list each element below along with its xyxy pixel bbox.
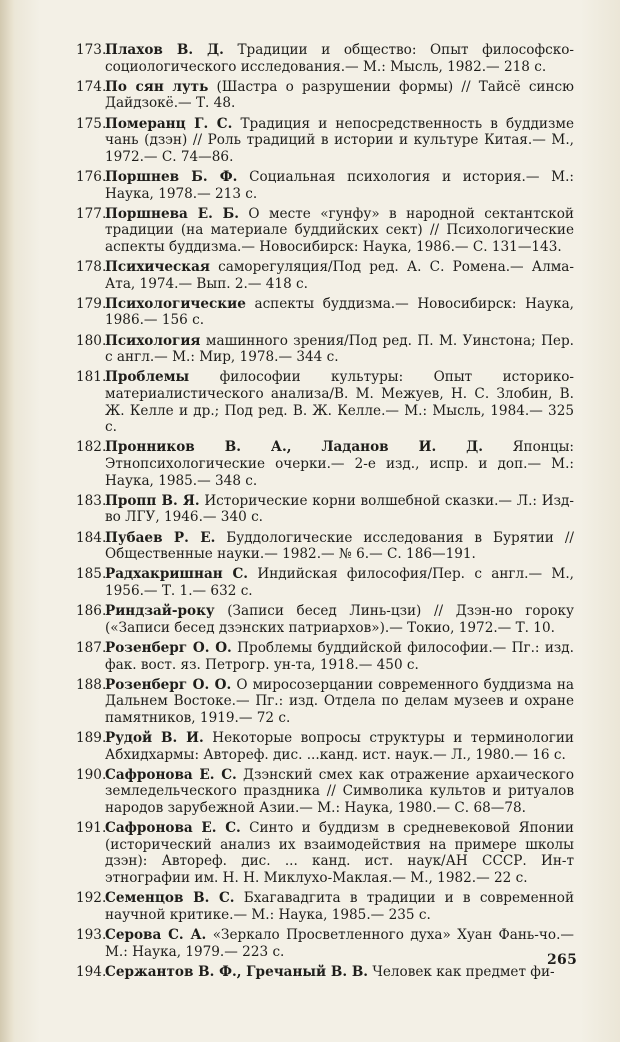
entry-author: Розенберг О. О. bbox=[105, 639, 232, 656]
entry-number: 176. bbox=[76, 168, 107, 185]
entry-author: Психологические bbox=[105, 295, 246, 312]
entry-number: 182. bbox=[76, 439, 107, 456]
entry-text: машинного зрения/Под ред. П. М. Уинстона; Пер. с англ.— М.: Мир, 1978.— 344 с. bbox=[105, 332, 574, 366]
entry-author: Сержантов В. Ф., Гречаный В. В. bbox=[105, 963, 369, 980]
entry-author: Поршнева Е. Б. bbox=[105, 205, 239, 222]
entry-author: Риндзай-року bbox=[105, 603, 215, 620]
entry-number: 174. bbox=[76, 78, 107, 95]
entry-number: 179. bbox=[76, 295, 107, 312]
entry-text: Традиция и непосредственность в буддизме чань (дзэн) // Роль традиций в истории и культуре Китая.— М., 1972.— С. 74—86. bbox=[105, 115, 574, 165]
entry-author: Психология bbox=[105, 332, 201, 349]
bibliography-entry-177 bbox=[76, 206, 574, 256]
entry-number: 173. bbox=[76, 42, 107, 58]
page-spine-shadow bbox=[0, 0, 14, 1042]
bibliography-entry-186 bbox=[76, 603, 574, 636]
entry-number: 190. bbox=[76, 766, 107, 783]
bibliography-entry-178 bbox=[76, 259, 574, 292]
bibliography-list bbox=[76, 42, 574, 984]
bibliography-entry-188 bbox=[76, 677, 574, 727]
bibliography-entry-192 bbox=[76, 890, 574, 923]
entry-author: Плахов В. Д. bbox=[105, 42, 224, 58]
entry-number: 187. bbox=[76, 639, 107, 656]
bibliography-entry-191 bbox=[76, 820, 574, 886]
bibliography-entry-181 bbox=[76, 369, 574, 435]
entry-text: философии культуры: Опыт историко-материалистического анализа/В. М. Межуев, Н. С. Злобин, В. Ж. Келле и др.; Под ред. В. Ж. Келле.— М.: Мысль, 1984.— 325 с. bbox=[105, 369, 574, 436]
bibliography-entry-194 bbox=[76, 964, 574, 981]
entry-author: Поршнев Б. Ф. bbox=[105, 168, 238, 185]
bibliography-entry-187 bbox=[76, 640, 574, 673]
entry-text: (Шастра о разрушении формы) // Тайсё синсю Дайдзокё.— Т. 48. bbox=[105, 78, 574, 112]
entry-text: «Зеркало Просветленного духа» Хуан Фань-чо.— М.: Наука, 1979.— 223 с. bbox=[105, 926, 574, 960]
entry-text: Исторические корни волшебной сказки.— Л.: Изд-во ЛГУ, 1946.— 340 с. bbox=[105, 492, 574, 526]
entry-number: 188. bbox=[76, 676, 107, 693]
entry-text: Буддологические исследования в Бурятии // Общественные науки.— 1982.— № 6.— С. 186—191. bbox=[105, 529, 574, 563]
entry-author: Пронников В. А., Ладанов И. Д. bbox=[105, 439, 483, 456]
entry-author: Рудой В. И. bbox=[105, 730, 204, 747]
entry-text: Индийская философия/Пер. с англ.— М., 1956.— Т. 1.— 632 с. bbox=[105, 566, 574, 599]
entry-text: Проблемы буддийской философии.— Пг.: изд. фак. вост. яз. Петрогр. ун-та, 1918.— 450 с. bbox=[105, 639, 574, 673]
entry-text: О миросозерцании современного буддизма на Дальнем Востоке.— Пг.: изд. Отдела по делам музеев и охране памятников, 1919.— 72 с. bbox=[105, 676, 575, 726]
entry-text: саморегуляция/Под ред. А. С. Ромена.— Алма-Ата, 1974.— Вып. 2.— 418 с. bbox=[105, 259, 574, 292]
entry-author: Семенцов В. С. bbox=[105, 890, 235, 907]
entry-number: 178. bbox=[76, 259, 107, 276]
bibliography-entry-174 bbox=[76, 79, 574, 112]
bibliography-entry-179 bbox=[76, 296, 574, 329]
bibliography-entry-175 bbox=[76, 116, 574, 166]
entry-author: Розенберг О. О. bbox=[105, 676, 232, 693]
entry-number: 180. bbox=[76, 332, 107, 349]
entry-number: 192. bbox=[76, 890, 107, 907]
entry-text: Синто и буддизм в средневековой Японии (исторический анализ их взаимодействия на примере школы дзэн): Автореф. дис. ... канд. ист. наук/АН СССР. Ин-т этнографии им. Н. Н. Миклухо-Маклая.— М., 1982.— 22 с. bbox=[105, 820, 574, 886]
entry-author: Психическая bbox=[105, 259, 210, 276]
entry-author: Померанц Г. С. bbox=[105, 115, 233, 132]
entry-number: 193. bbox=[76, 926, 107, 943]
bibliography-entry-176 bbox=[76, 169, 574, 202]
entry-number: 186. bbox=[76, 603, 107, 620]
entry-text: Человек как предмет фи- bbox=[368, 963, 555, 980]
bibliography-entry-190 bbox=[76, 767, 574, 817]
entry-author: Серова С. А. bbox=[105, 926, 207, 943]
bibliography-entry-180 bbox=[76, 333, 574, 366]
bibliography-entry-193 bbox=[76, 927, 574, 960]
page-number: 265 bbox=[547, 952, 578, 968]
bibliography-entry-173 bbox=[76, 42, 574, 75]
bibliography-entry-185 bbox=[76, 566, 574, 599]
entry-author: Проблемы bbox=[105, 369, 190, 386]
entry-text: Дзэнский смех как отражение архаического земледельческого праздника // Символика культов и ритуалов народов зарубежной Азии.— М.: Наука, 1980.— С. 68—78. bbox=[105, 766, 575, 817]
entry-author: Пропп В. Я. bbox=[105, 492, 200, 509]
bibliography-entry-184 bbox=[76, 530, 574, 563]
entry-text: Японцы: Этнопсихологические очерки.— 2-е изд., испр. и доп.— М.: Наука, 1985.— 348 с. bbox=[105, 439, 575, 489]
entry-author: Радхакришнан С. bbox=[105, 566, 249, 583]
entry-number: 189. bbox=[76, 730, 107, 747]
entry-text: Бхагавадгита в традиции и в современной научной критике.— М.: Наука, 1985.— 235 с. bbox=[105, 890, 574, 923]
entry-text: Традиции и общество: Опыт философско-социологического исследования.— М.: Мысль, 1982.— 218 с. bbox=[105, 42, 574, 75]
entry-author: Сафронова Е. С. bbox=[105, 766, 237, 783]
entry-text: Социальная психология и история.— М.: Наука, 1978.— 213 с. bbox=[105, 168, 574, 202]
entry-number: 183. bbox=[76, 492, 107, 509]
entry-number: 181. bbox=[76, 369, 107, 386]
entry-number: 177. bbox=[76, 205, 107, 222]
entry-number: 184. bbox=[76, 529, 107, 546]
entry-author: Сафронова Е. С. bbox=[105, 820, 241, 837]
entry-text: (Записи бесед Линь-цзи) // Дзэн-но гороку («Записи бесед дзэнских патриархов»).— Токио, 1972.— Т. 10. bbox=[105, 603, 574, 636]
entry-number: 194. bbox=[76, 963, 107, 980]
entry-text: О месте «гунфу» в народной сектантской традиции (на материале буддийских сект) // Психологические аспекты буддизма.— Новосибирск: Наука, 1986.— С. 131—143. bbox=[105, 205, 574, 255]
entry-number: 175. bbox=[76, 115, 107, 132]
bibliography-entry-182 bbox=[76, 439, 574, 489]
bibliography-entry-189 bbox=[76, 730, 574, 763]
bibliography-entry-183 bbox=[76, 493, 574, 526]
entry-text: аспекты буддизма.— Новосибирск: Наука, 1986.— 156 с. bbox=[105, 295, 574, 329]
entry-number: 191. bbox=[76, 820, 107, 837]
entry-number: 185. bbox=[76, 566, 107, 583]
entry-text: Некоторые вопросы структуры и терминологии Абхидхармы: Автореф. дис. ...канд. ист. наук.— Л., 1980.— 16 с. bbox=[105, 730, 574, 763]
entry-author: По сян луть bbox=[105, 78, 209, 95]
entry-author: Пубаев Р. Е. bbox=[105, 529, 216, 546]
